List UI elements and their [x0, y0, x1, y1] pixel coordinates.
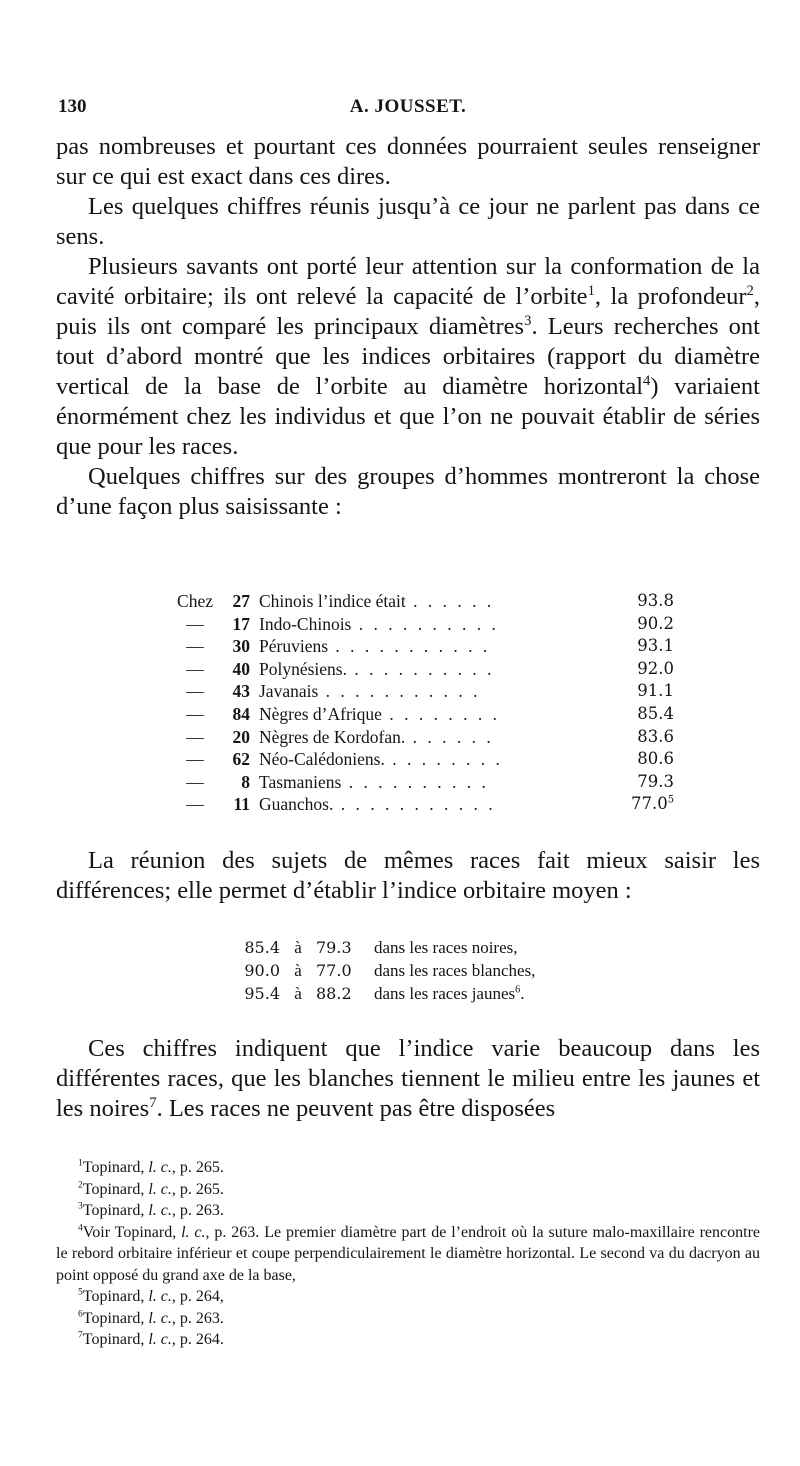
- row-dots: . . . . . . . . . .: [347, 658, 495, 679]
- row-value-text: 83.6: [637, 726, 674, 746]
- paragraph-6-text-a: Ces chiffres indiquent que l’indice varie beaucoup dans les différentes races, que les blanches tiennent le milieu entre les jaunes et les noires: [56, 1035, 760, 1122]
- row-value: [612, 703, 674, 726]
- row-dots: . . . . . . . . . . .: [333, 794, 496, 815]
- row-value: [612, 658, 674, 681]
- paragraph-1: pas nombreuses et pourtant ces données pourraient seules renseigner sur ce qui est exact dans ces dires.: [56, 133, 760, 190]
- orbital-index-ranges: [228, 936, 648, 1005]
- row-value: [612, 771, 674, 794]
- page-header: [56, 96, 760, 124]
- range-row: [228, 959, 648, 982]
- footnote-mark: 5: [78, 1286, 83, 1298]
- footnote-ital: l. c.: [181, 1223, 206, 1241]
- footnote-rest: , p. 264,: [171, 1288, 224, 1305]
- running-title: A. JOUSSET.: [349, 96, 467, 117]
- footnote-ref-4: 4: [643, 372, 651, 389]
- table-row: [174, 771, 674, 794]
- row-prefix: —: [186, 658, 204, 679]
- row-name: [259, 658, 612, 681]
- row-name: [259, 793, 612, 816]
- footnote-mark: 7: [78, 1329, 83, 1341]
- row-name: [259, 680, 612, 703]
- range-to: 79.3: [316, 938, 352, 957]
- row-prefix: —: [186, 771, 204, 792]
- paragraph-6: [56, 1034, 760, 1124]
- range-label: dans les races noires,: [374, 938, 518, 957]
- row-name-text: Indo-Chinois: [259, 613, 352, 634]
- row-prefix: —: [186, 613, 204, 634]
- range-label: dans les races blanches,: [374, 961, 536, 980]
- row-name-text: Néo-Calédoniens.: [259, 749, 385, 770]
- table-row: [174, 793, 674, 816]
- row-dots: . . . . . .: [405, 591, 495, 611]
- row-name-text: Tasmaniens: [259, 771, 342, 792]
- row-prefix: —: [186, 703, 204, 724]
- range-to: 88.2: [316, 984, 352, 1003]
- table-row: [174, 658, 674, 681]
- row-prefix: Chez: [177, 591, 213, 611]
- row-count: 62: [232, 749, 250, 770]
- range-sep: à: [294, 984, 302, 1003]
- footnote-ref-2: 2: [746, 282, 754, 299]
- row-prefix: —: [186, 681, 204, 702]
- table-row: [174, 726, 674, 749]
- table-row: [174, 680, 674, 703]
- footnote-rest: , p. 265.: [171, 1159, 224, 1176]
- paragraph-3-text-a: Plusieurs savants ont porté leur attention sur la conformation de la cavité orbitaire; ils ont relevé la capacité de l’orbite: [56, 253, 760, 310]
- range-row: [228, 936, 648, 959]
- range-from: 90.0: [244, 961, 280, 980]
- row-dots: . . . . . . . . . . .: [328, 636, 491, 657]
- footnote-rest: , p. 264.: [171, 1331, 224, 1348]
- footnote-mark: 3: [78, 1200, 83, 1212]
- row-name-text: Guanchos.: [259, 794, 334, 815]
- row-value-text: 79.3: [637, 771, 674, 791]
- row-prefix: —: [186, 636, 204, 657]
- paragraph-3-text-e: ) variaient énormément chez les individus et que l’on ne pouvait établir de séries que pour les races.: [56, 373, 760, 460]
- footnote-text: Topinard,: [82, 1331, 149, 1348]
- row-name-text: Péruviens: [259, 636, 329, 657]
- row-name-text: Chinois l’indice était: [259, 591, 406, 611]
- footnote-mark: 1: [78, 1157, 83, 1169]
- table-row: [174, 613, 674, 636]
- range-from: 95.4: [244, 984, 280, 1003]
- paragraph-5: La réunion des sujets de mêmes races fait mieux saisir les différences; elle permet d’établir l’indice orbitaire moyen :: [56, 847, 760, 904]
- row-dots: . . . . . .: [405, 726, 494, 747]
- row-footnote: 5: [667, 794, 674, 806]
- row-value: [612, 726, 674, 749]
- row-name: [259, 613, 612, 636]
- row-value: [612, 590, 674, 613]
- main-text-2: [56, 846, 760, 906]
- footnote-text: Topinard,: [82, 1288, 149, 1305]
- range-row: [228, 982, 648, 1005]
- row-dots: . . . . . . . .: [381, 703, 500, 724]
- row-name-text: Javanais: [259, 681, 319, 702]
- table-row: [174, 703, 674, 726]
- footnote-4: [56, 1222, 760, 1287]
- footnote-ital: l. c.: [148, 1180, 172, 1198]
- row-name: [259, 748, 612, 771]
- row-name: [259, 590, 612, 613]
- main-text-3: [56, 1034, 760, 1124]
- row-value: [612, 613, 674, 636]
- footnote-ref-1: 1: [587, 282, 595, 299]
- row-value-text: 93.8: [637, 591, 674, 610]
- range-tail: .: [520, 984, 525, 1003]
- footnote-1: [56, 1157, 760, 1179]
- footnote-ref-3: 3: [524, 312, 532, 329]
- row-name: [259, 635, 612, 658]
- row-dots: . . . . . . . .: [384, 749, 503, 770]
- footnote-ital: l. c.: [148, 1288, 172, 1305]
- row-count: 27: [232, 591, 250, 611]
- paragraph-3: [56, 252, 760, 462]
- footnote-7: [56, 1329, 760, 1351]
- paragraph-2: Les quelques chiffres réunis jusqu’à ce jour ne parlent pas dans ce sens.: [56, 193, 760, 250]
- footnote-6: [56, 1308, 760, 1330]
- row-count: 43: [232, 681, 250, 702]
- footnote-text: Topinard,: [82, 1180, 149, 1198]
- row-name: [259, 703, 612, 726]
- row-name-text: Nègres d’Afrique: [259, 703, 382, 724]
- book-page: [56, 0, 760, 1466]
- row-dots: . . . . . . . . . .: [341, 771, 489, 792]
- footnote-mark: 6: [78, 1308, 83, 1320]
- row-value-text: 92.0: [637, 658, 674, 678]
- row-value: [612, 635, 674, 658]
- range-text: [360, 982, 648, 1005]
- range-footnote: 6: [515, 984, 521, 996]
- row-count: 17: [232, 613, 250, 634]
- range-sep: à: [294, 961, 302, 980]
- footnote-text: Topinard,: [82, 1202, 149, 1219]
- footnote-2: [56, 1179, 760, 1201]
- row-value-text: 93.1: [637, 636, 674, 656]
- row-name: [259, 726, 612, 749]
- row-count: 40: [232, 658, 250, 679]
- row-count: 11: [233, 794, 250, 815]
- footnote-mark: 4: [78, 1222, 83, 1234]
- paragraph-3-text-d: . Leurs recherches ont tout d’abord montré que les indices orbitaires (rapport du diamètre vertical de la base de l’orbite au diamètre horizontal: [56, 313, 760, 400]
- row-name: [259, 771, 612, 794]
- range-sep: à: [294, 938, 302, 957]
- row-value-text: 85.4: [637, 703, 674, 723]
- row-prefix: —: [186, 749, 204, 770]
- row-value-text: 77.0: [630, 794, 668, 814]
- range-label: dans les races jaunes: [374, 984, 516, 1003]
- footnote-ital: l. c.: [148, 1202, 172, 1219]
- row-dots: . . . . . . . . . .: [351, 613, 499, 634]
- row-dots: . . . . . . . . . . .: [318, 681, 481, 702]
- paragraph-3-text-c: , puis ils ont comparé les principaux diamètres: [56, 283, 760, 340]
- row-value: [612, 680, 674, 703]
- row-name-text: Nègres de Kordofan.: [259, 726, 406, 747]
- footnote-rest: , p. 263.: [171, 1202, 224, 1219]
- page-number: 130: [58, 96, 87, 117]
- range-text: [360, 936, 648, 959]
- footnote-text: Topinard,: [82, 1309, 149, 1327]
- range-text: [360, 959, 648, 982]
- footnote-5: [56, 1286, 760, 1308]
- footnote-ref-7: 7: [149, 1094, 157, 1111]
- footnote-rest: , p. 265.: [171, 1180, 224, 1198]
- paragraph-6-text-b: . Les races ne peuvent pas être disposées: [156, 1095, 556, 1122]
- row-count: 20: [232, 726, 250, 747]
- row-value-text: 91.1: [637, 681, 674, 701]
- footnote-mark: 2: [78, 1179, 83, 1191]
- row-count: 8: [241, 771, 250, 792]
- row-count: 84: [232, 703, 250, 724]
- footnote-3: [56, 1200, 760, 1222]
- footnote-text: Topinard,: [82, 1159, 149, 1176]
- range-to: 77.0: [316, 961, 352, 980]
- row-prefix: —: [186, 794, 204, 815]
- footnote-text: Voir Topinard,: [82, 1223, 182, 1241]
- row-value: [612, 748, 674, 771]
- table-row: [174, 748, 674, 771]
- row-name-text: Polynésiens.: [259, 658, 347, 679]
- range-from: 85.4: [244, 938, 280, 957]
- main-text: [56, 132, 760, 522]
- row-value-text: 80.6: [637, 749, 674, 769]
- table-row: [174, 590, 674, 613]
- paragraph-4: Quelques chiffres sur des groupes d’hommes montreront la chose d’une façon plus saisissante :: [56, 463, 760, 520]
- row-prefix: —: [186, 726, 204, 747]
- footnote-ital: l. c.: [148, 1159, 172, 1176]
- table-row: [174, 635, 674, 658]
- footnote-ital: l. c.: [148, 1331, 172, 1348]
- footnote-rest: , p. 263. Le premier diamètre part de l’endroit où la suture malo-maxillaire rencontre le rebord orbitaire inférieur et coupe perpendiculairement le diamètre horizontal. Le second va du dacryon au point opposé du grand axe de la base,: [56, 1223, 760, 1284]
- paragraph-3-text-b: , la profondeur: [594, 283, 747, 310]
- row-value: [612, 793, 674, 816]
- row-value-text: 90.2: [637, 613, 674, 633]
- orbital-index-table: [174, 590, 674, 816]
- footnotes: [56, 1157, 760, 1351]
- footnote-rest: , p. 263.: [171, 1309, 224, 1327]
- footnote-ital: l. c.: [148, 1309, 172, 1327]
- row-count: 30: [232, 636, 250, 657]
